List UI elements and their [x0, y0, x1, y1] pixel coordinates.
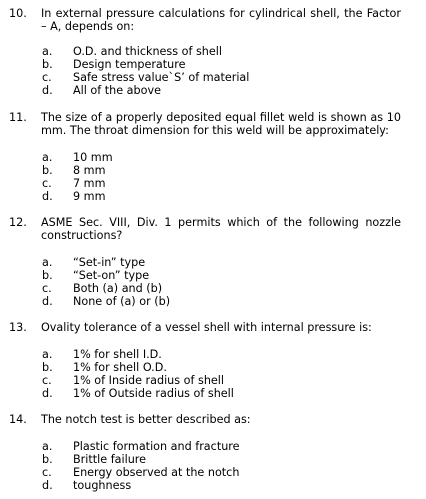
option-d — [0, 387, 426, 400]
option-text: 7 mm — [73, 177, 106, 190]
option-text: 8 mm — [73, 164, 106, 177]
option-letter: d. — [42, 387, 53, 400]
option-letter: d. — [42, 190, 53, 203]
option-text: “Set-in” type — [73, 256, 146, 269]
option-letter: c. — [42, 466, 52, 479]
option-b — [0, 164, 426, 177]
option-d — [0, 190, 426, 203]
option-letter: c. — [42, 374, 52, 387]
option-text: 10 mm — [73, 151, 113, 164]
option-letter: a. — [42, 348, 53, 361]
option-c — [0, 177, 426, 190]
question-text: The size of a properly deposited equal fillet weld is shown as 10 mm. The throat dimension for this weld will be approximately: — [41, 111, 401, 137]
option-text: Energy observed at the notch — [73, 466, 240, 479]
option-text: Brittle failure — [73, 453, 147, 466]
option-letter: b. — [42, 453, 53, 466]
option-letter: a. — [42, 256, 53, 269]
option-text: None of (a) or (b) — [73, 295, 171, 308]
option-text: 1% of Outside radius of shell — [73, 387, 234, 400]
question-text: Ovality tolerance of a vessel shell with internal pressure is: — [41, 321, 372, 334]
option-c — [0, 71, 426, 84]
option-letter: c. — [42, 71, 52, 84]
option-letter: c. — [42, 177, 52, 190]
option-text: 1% for shell I.D. — [73, 348, 162, 361]
option-text: “Set-on” type — [73, 269, 150, 282]
option-b — [0, 361, 426, 374]
option-d — [0, 479, 426, 492]
option-letter: b. — [42, 361, 53, 374]
option-a — [0, 348, 426, 361]
option-letter: a. — [42, 440, 53, 453]
option-b — [0, 269, 426, 282]
option-text: Both (a) and (b) — [73, 282, 163, 295]
option-letter: b. — [42, 58, 53, 71]
question-text: The notch test is better described as: — [41, 413, 251, 426]
option-c — [0, 282, 426, 295]
option-text: 9 mm — [73, 190, 106, 203]
question-text: ASME Sec. VIII, Div. 1 permits which of the following nozzle constructions? — [41, 216, 401, 242]
option-letter: b. — [42, 269, 53, 282]
option-letter: d. — [42, 84, 53, 97]
option-a — [0, 45, 426, 58]
option-text: 1% of Inside radius of shell — [73, 374, 225, 387]
option-text: toughness — [73, 479, 132, 492]
option-letter: a. — [42, 151, 53, 164]
option-letter: c. — [42, 282, 52, 295]
option-text: Safe stress value`S’ of material — [73, 71, 250, 84]
question-number: 14. — [9, 413, 27, 426]
question-text: In external pressure calculations for cylindrical shell, the Factor – A, depends on: — [41, 7, 401, 33]
option-text: 1% for shell O.D. — [73, 361, 167, 374]
question-number: 10. — [9, 7, 27, 20]
option-c — [0, 374, 426, 387]
option-c — [0, 466, 426, 479]
option-b — [0, 453, 426, 466]
option-text: All of the above — [73, 84, 161, 97]
question-number: 11. — [9, 111, 27, 124]
option-a — [0, 440, 426, 453]
question-number: 13. — [9, 321, 27, 334]
option-letter: d. — [42, 479, 53, 492]
option-b — [0, 58, 426, 71]
option-d — [0, 84, 426, 97]
option-letter: a. — [42, 45, 53, 58]
option-a — [0, 256, 426, 269]
option-a — [0, 151, 426, 164]
option-text: O.D. and thickness of shell — [73, 45, 222, 58]
option-text: Design temperature — [73, 58, 186, 71]
option-text: Plastic formation and fracture — [73, 440, 240, 453]
option-letter: d. — [42, 295, 53, 308]
option-d — [0, 295, 426, 308]
option-letter: b. — [42, 164, 53, 177]
question-number: 12. — [9, 216, 27, 229]
